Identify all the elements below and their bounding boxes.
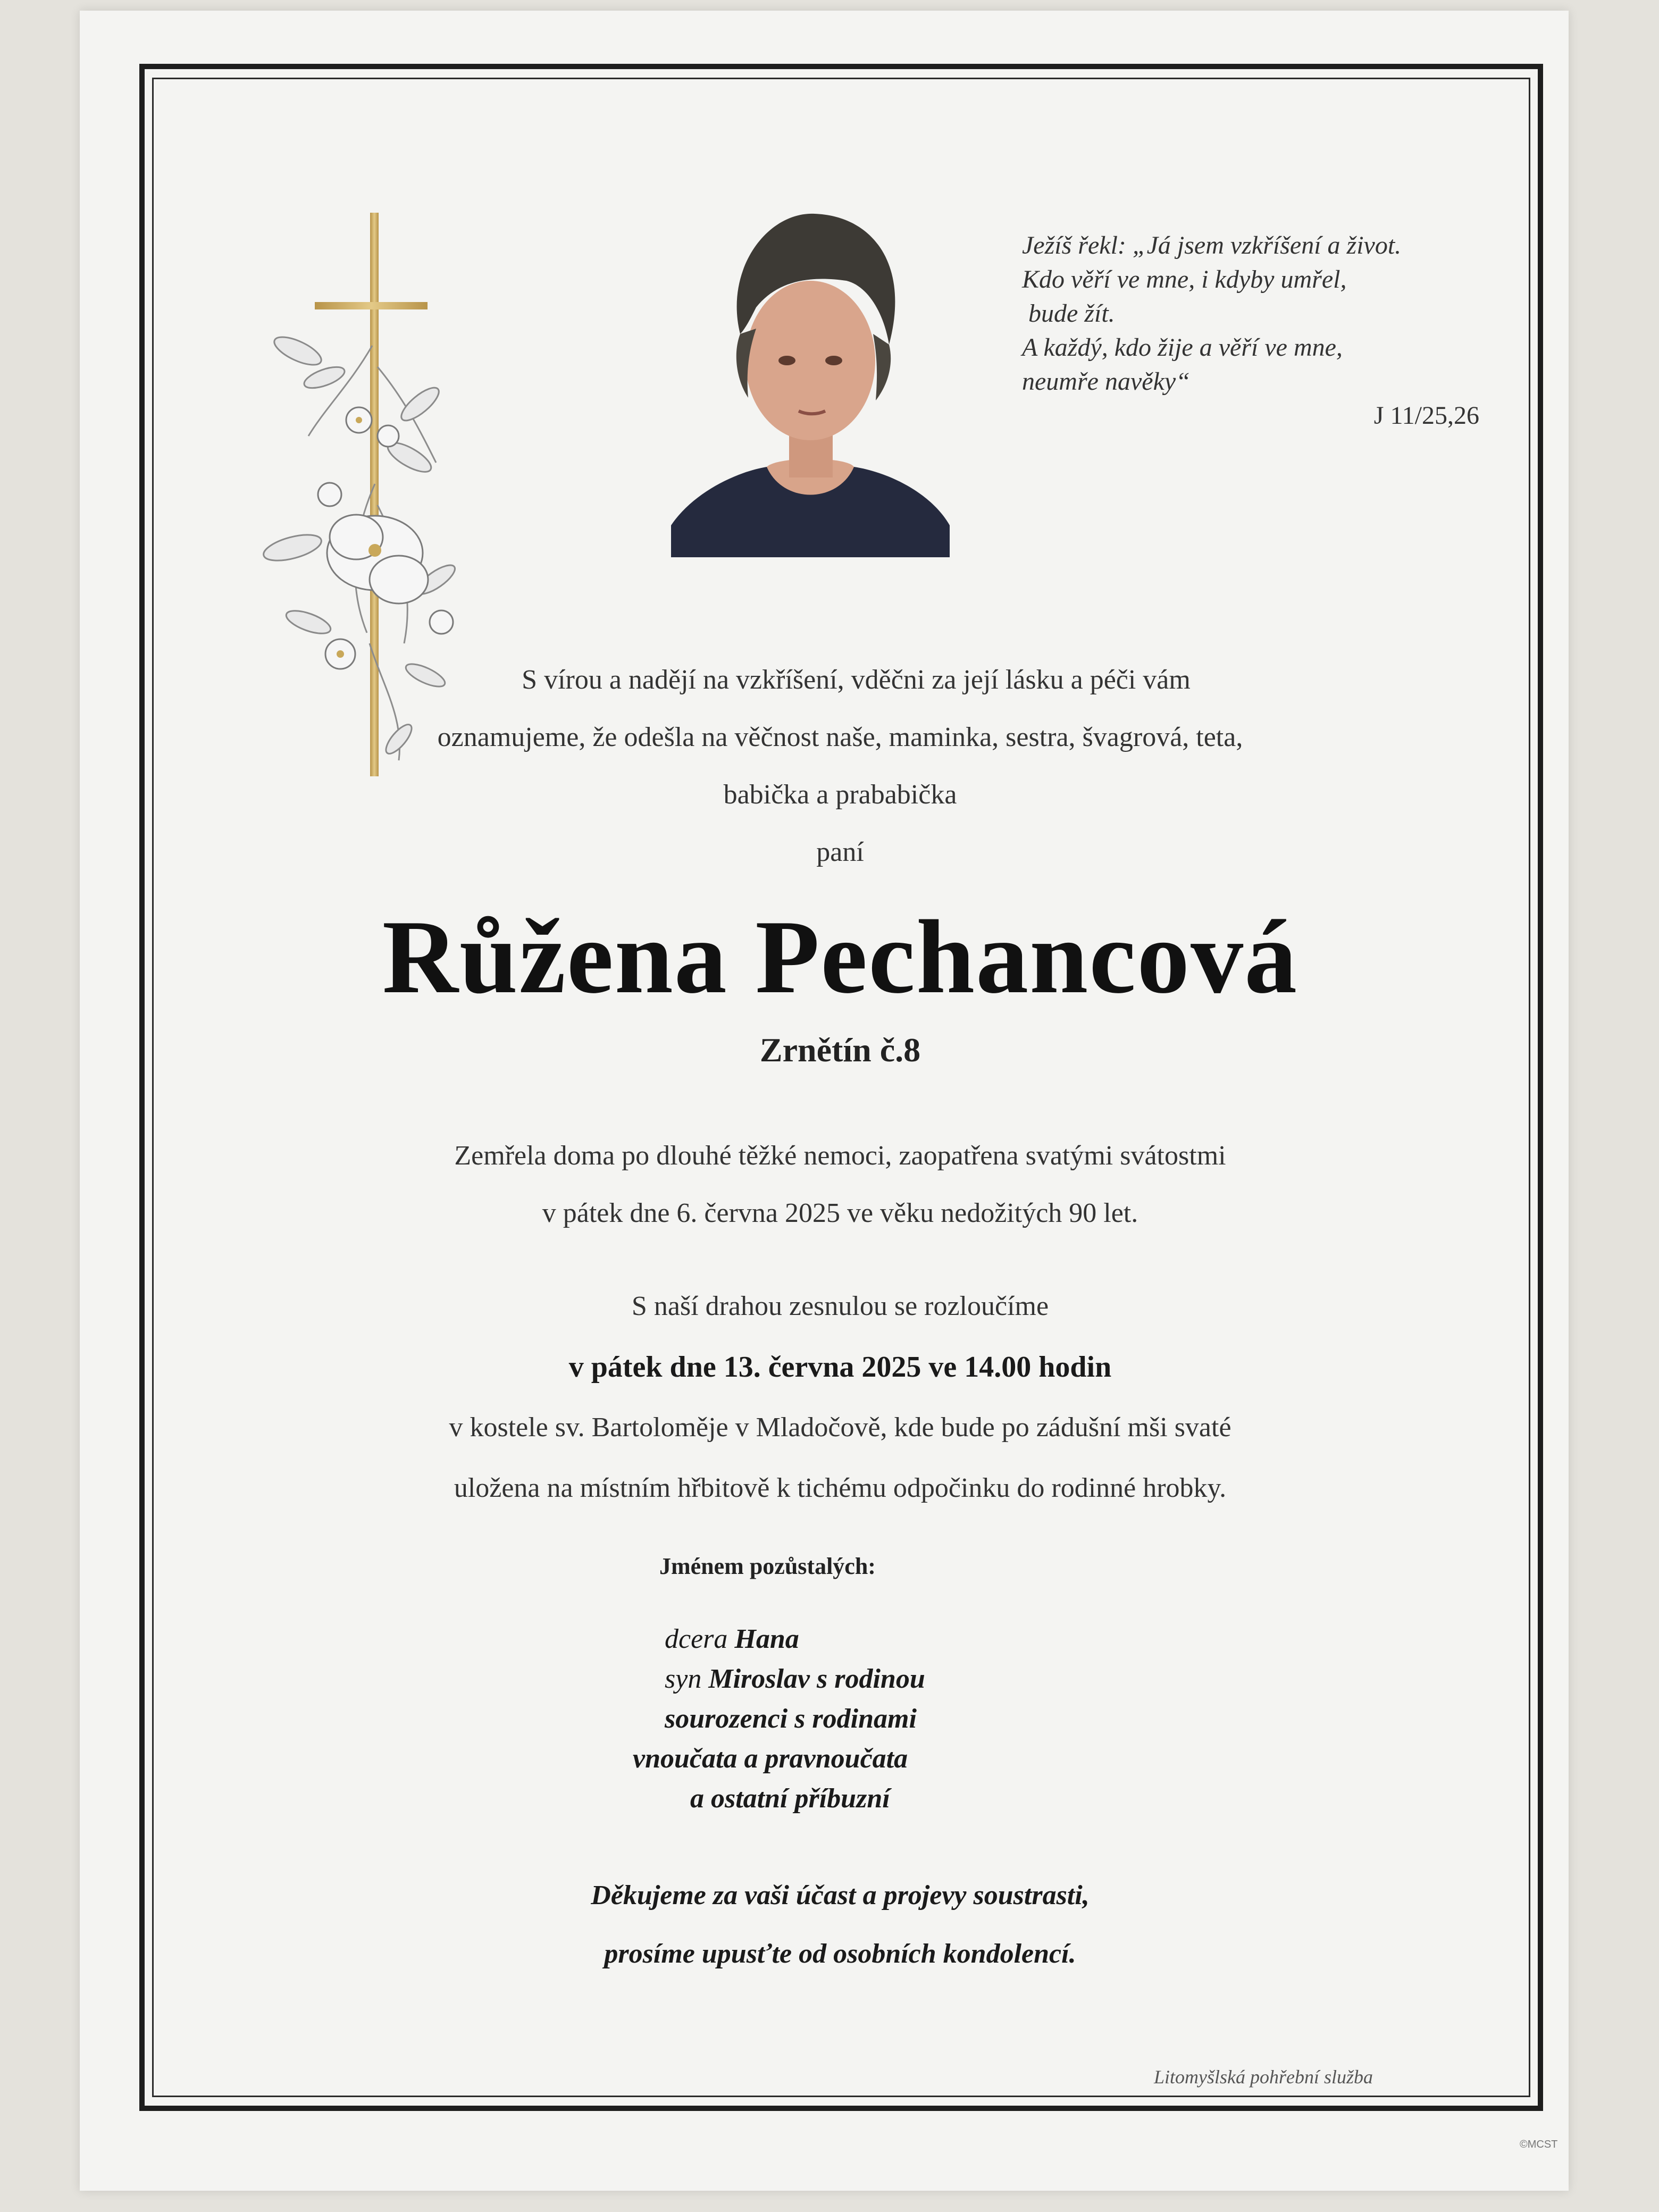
deceased-name: Růžena Pechancová	[382, 899, 1298, 1015]
thanks-note	[298, 1866, 1382, 1983]
mourner-name: sourozenci s rodinami	[665, 1704, 917, 1734]
farewell-line: uložena na místním hřbitově k tichému odpočinku do rodinné hrobky.	[454, 1473, 1227, 1503]
mourner-name: Hana	[734, 1624, 799, 1654]
mourners-title: Jménem pozůstalých:	[659, 1553, 876, 1579]
intro-line: babička a prababička	[723, 780, 957, 810]
thanks-line: Děkujeme za vaši účast a projevy soustrasti,	[591, 1880, 1090, 1911]
mourner-item	[627, 1779, 925, 1819]
thanks-line: prosíme upusťte od osobních kondolencí.	[604, 1939, 1076, 1969]
verse-line: Kdo věří ve mne, i kdyby umřel,	[1022, 265, 1347, 294]
farewell-line: v kostele sv. Bartoloměje v Mladočově, kde bude po zádušní mši svaté	[449, 1412, 1231, 1443]
farewell-line: S naší drahou zesnulou se rozloučíme	[631, 1291, 1049, 1321]
death-line: Zemřela doma po dlouhé těžké nemoci, zaopatřena svatými svátostmi	[454, 1141, 1226, 1171]
bible-verse	[1022, 229, 1511, 433]
verse-line: neumře navěky“	[1022, 367, 1190, 396]
death-line: v pátek dne 6. června 2025 ve věku nedožitých 90 let.	[542, 1198, 1138, 1228]
verse-line: A každý, kdo žije a věří ve mne,	[1022, 333, 1343, 362]
intro-line: oznamujeme, že odešla na věčnost naše, maminka, sestra, švagrová, teta,	[437, 722, 1243, 752]
funeral-service-name: Litomyšlská pohřební služba	[1154, 2066, 1373, 2088]
mourners-list	[627, 1619, 925, 1819]
mourner-name: Miroslav s rodinou	[708, 1664, 925, 1694]
deceased-address: Zrnětín č.8	[759, 1031, 921, 1069]
mourner-item	[627, 1739, 925, 1779]
verse-line: Ježíš řekl: „Já jsem vzkříšení a život.	[1022, 231, 1402, 259]
printer-mark: ©MCST	[1520, 2139, 1558, 2150]
verse-line: bude žít.	[1022, 299, 1115, 328]
announcement-intro	[298, 651, 1382, 881]
verse-reference: J 11/25,26	[1373, 401, 1479, 430]
mourner-relation: dcera	[665, 1624, 735, 1654]
mourner-item	[627, 1619, 925, 1659]
mourner-relation: syn	[665, 1664, 709, 1694]
intro-line: S vírou a nadějí na vzkříšení, vděčni za její lásku a péči vám	[522, 665, 1191, 695]
mourner-item	[627, 1699, 925, 1739]
mourner-name: a ostatní příbuzní	[690, 1783, 890, 1814]
death-info	[298, 1127, 1382, 1242]
mourner-item	[627, 1659, 925, 1699]
farewell-date: v pátek dne 13. června 2025 ve 14.00 hodin	[568, 1351, 1112, 1384]
mourner-name: vnoučata a pravnoučata	[633, 1744, 908, 1774]
portrait-photo	[671, 206, 950, 557]
farewell-info	[298, 1276, 1382, 1519]
intro-line: paní	[816, 837, 864, 867]
